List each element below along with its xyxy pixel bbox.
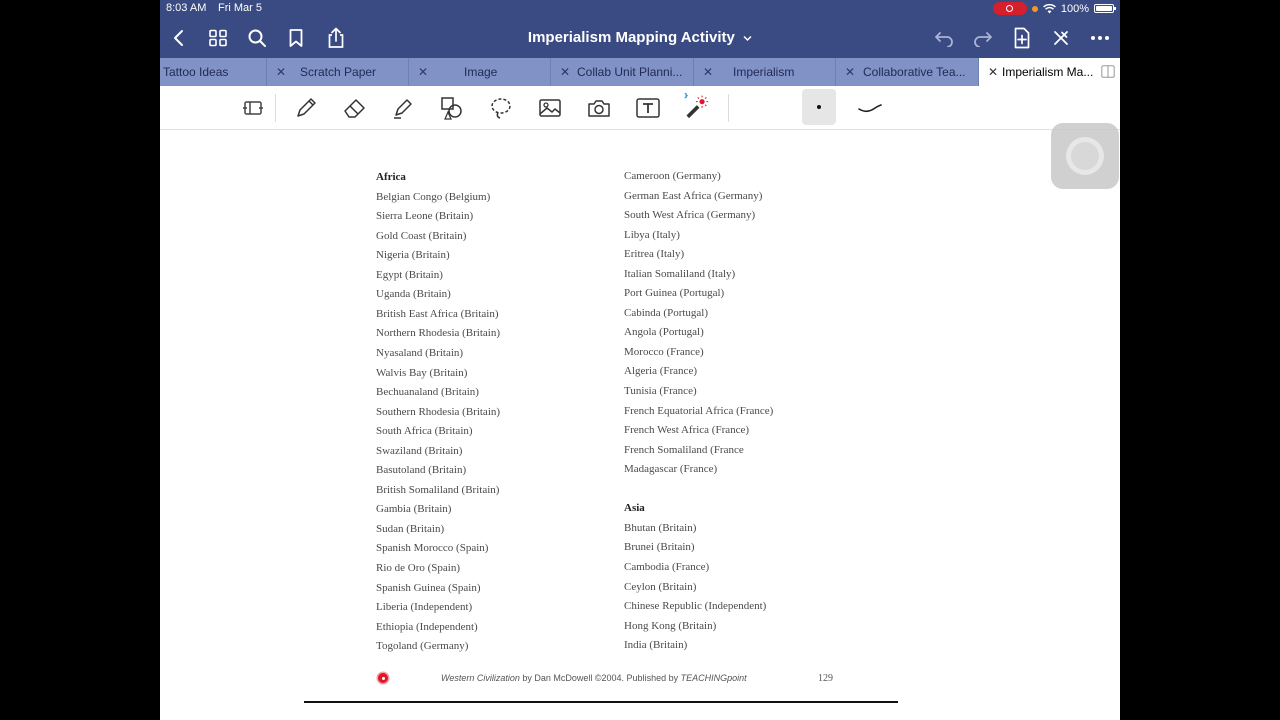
list-item: Southern Rhodesia (Britain)	[376, 405, 501, 418]
tab-image[interactable]	[409, 58, 551, 86]
stroke-style-icon[interactable]	[857, 95, 883, 121]
close-icon[interactable]: ✕	[418, 65, 429, 79]
africa-asia-column-right	[624, 167, 773, 656]
list-item: Hong Kong (Britain)	[624, 619, 717, 632]
list-item: Sierra Leone (Britain)	[376, 210, 474, 223]
close-icon[interactable]: ✕	[560, 65, 571, 79]
tab-label: Imperialism	[733, 65, 795, 79]
list-item: Basutoland (Britain)	[376, 464, 467, 477]
tab-imperialism[interactable]	[694, 58, 836, 86]
page-divider	[304, 701, 898, 703]
wifi-icon	[1043, 4, 1056, 14]
tab-scratch-paper[interactable]	[267, 58, 409, 86]
list-item: Spanish Morocco (Spain)	[376, 542, 489, 555]
list-item: Morocco (France)	[624, 345, 704, 358]
list-item: Bechuanaland (Britain)	[376, 386, 479, 399]
tab-tattoo-ideas[interactable]	[160, 58, 267, 86]
pen-size-selected[interactable]	[802, 89, 836, 125]
list-item: South Africa (Britain)	[376, 425, 473, 438]
search-icon[interactable]	[245, 26, 269, 50]
pen-tool-icon[interactable]	[293, 95, 319, 121]
tab-label: Imperialism Ma...	[1002, 65, 1094, 79]
book-title: Western Civilization	[441, 673, 520, 683]
list-item: Angola (Portugal)	[624, 326, 704, 339]
close-icon[interactable]: ✕	[703, 65, 714, 79]
list-item: Port Guinea (Portugal)	[624, 287, 725, 300]
more-options-icon[interactable]	[1088, 26, 1112, 50]
list-item: Brunei (Britain)	[624, 541, 695, 554]
list-item: Liberia (Independent)	[376, 601, 473, 614]
share-icon[interactable]	[324, 26, 348, 50]
list-item: Ceylon (Britain)	[624, 580, 697, 593]
list-item: Ethiopia (Independent)	[376, 620, 478, 633]
tab-label: Tattoo Ideas	[163, 65, 229, 79]
bookmark-icon[interactable]	[284, 26, 308, 50]
camera-tool-icon[interactable]	[586, 95, 612, 121]
list-item: Nigeria (Britain)	[376, 249, 450, 262]
tab-collab-unit-planning[interactable]	[551, 58, 694, 86]
eraser-tool-icon[interactable]	[342, 95, 368, 121]
battery-percent: 100%	[1060, 2, 1089, 15]
list-item: Belgian Congo (Belgium)	[376, 190, 491, 203]
list-item: Italian Somaliland (Italy)	[624, 267, 736, 280]
undo-icon[interactable]	[932, 26, 956, 50]
tab-collaborative-teaching[interactable]	[836, 58, 979, 86]
add-page-icon[interactable]	[1010, 26, 1034, 50]
list-item: Tunisia (France)	[624, 385, 697, 398]
list-item: Northern Rhodesia (Britain)	[376, 327, 501, 340]
read-only-mode-icon[interactable]	[240, 95, 266, 121]
tab-label: Collaborative Tea...	[863, 65, 966, 79]
pen-dot-icon	[817, 105, 821, 109]
list-item: Chinese Republic (Independent)	[624, 600, 767, 613]
shapes-tool-icon[interactable]	[439, 95, 465, 121]
list-item: Eritrea (Italy)	[624, 248, 685, 261]
lasso-tool-icon[interactable]	[488, 95, 514, 121]
list-item: Egypt (Britain)	[376, 268, 443, 281]
list-item: French West Africa (France)	[624, 424, 750, 437]
africa-column-left	[376, 168, 500, 657]
close-tools-icon[interactable]	[1049, 26, 1073, 50]
tab-label: Collab Unit Planni...	[577, 65, 683, 79]
back-button[interactable]	[167, 26, 191, 50]
close-icon[interactable]: ✕	[845, 65, 856, 79]
list-item: German East Africa (Germany)	[624, 189, 763, 202]
list-item: Cabinda (Portugal)	[624, 306, 709, 319]
list-item: India (Britain)	[624, 639, 688, 652]
image-tool-icon[interactable]	[537, 95, 563, 121]
document-title[interactable]: Imperialism Mapping Activity	[527, 29, 735, 46]
list-item: Cameroon (Germany)	[624, 170, 721, 182]
publisher-name: TEACHINGpoint	[680, 673, 747, 683]
laser-pointer-dot	[378, 673, 388, 683]
list-item: Uganda (Britain)	[376, 288, 451, 301]
list-item: Algeria (France)	[624, 365, 697, 378]
chevron-down-icon[interactable]	[743, 35, 752, 42]
list-item: Sudan (Britain)	[376, 522, 445, 535]
highlighter-tool-icon[interactable]	[390, 95, 416, 121]
close-icon[interactable]: ✕	[276, 65, 287, 79]
ipad-screen	[160, 0, 1120, 720]
annotation-toolbar	[160, 86, 1120, 130]
section-heading: Asia	[624, 502, 645, 515]
assistive-touch-button[interactable]	[1051, 123, 1119, 189]
tab-imperialism-mapping-activity[interactable]	[979, 58, 1120, 86]
list-item: Cambodia (France)	[624, 561, 710, 574]
section-heading: Africa	[376, 171, 406, 183]
status-date: Fri Mar 5	[218, 2, 262, 14]
document-tabs	[160, 58, 1120, 86]
status-indicators	[993, 2, 1114, 15]
list-item: Libya (Italy)	[624, 228, 680, 241]
list-item: Gold Coast (Britain)	[376, 229, 467, 242]
list-item: Spanish Guinea (Spain)	[376, 581, 481, 594]
list-item: South West Africa (Germany)	[624, 209, 756, 222]
list-item: Rio de Oro (Spain)	[376, 561, 461, 574]
tab-label: Image	[464, 65, 498, 79]
list-item: Togoland (Germany)	[376, 640, 469, 653]
document-page[interactable]	[160, 130, 1120, 720]
list-item: Nyasaland (Britain)	[376, 346, 464, 359]
close-icon[interactable]: ✕	[988, 65, 999, 79]
list-item: British East Africa (Britain)	[376, 307, 499, 320]
credit-text: by Dan McDowell ©2004. Published by	[519, 673, 681, 683]
status-time: 8:03 AM	[166, 2, 207, 14]
list-item: French Somaliland (France	[624, 443, 744, 456]
navigation-bar	[160, 0, 1120, 58]
battery-icon	[1094, 4, 1114, 13]
page-number: 129	[818, 673, 833, 684]
redo-icon[interactable]	[971, 26, 995, 50]
tab-label: Scratch Paper	[300, 65, 377, 79]
list-item: Swaziland (Britain)	[376, 444, 463, 457]
page-footer-credit	[441, 673, 747, 683]
microphone-indicator-icon	[1032, 6, 1038, 12]
list-item: Gambia (Britain)	[376, 503, 452, 516]
text-tool-icon[interactable]	[635, 95, 661, 121]
list-item: Walvis Bay (Britain)	[376, 366, 468, 379]
list-item: Bhutan (Britain)	[624, 521, 697, 534]
grid-view-icon[interactable]	[206, 26, 230, 50]
split-view-icon[interactable]	[1101, 65, 1115, 78]
laser-pointer-icon[interactable]	[683, 93, 709, 119]
screen-recording-icon[interactable]	[993, 2, 1027, 15]
list-item: French Equatorial Africa (France)	[624, 404, 774, 417]
list-item: British Somaliland (Britain)	[376, 483, 500, 496]
list-item: Madagascar (France)	[624, 463, 718, 476]
